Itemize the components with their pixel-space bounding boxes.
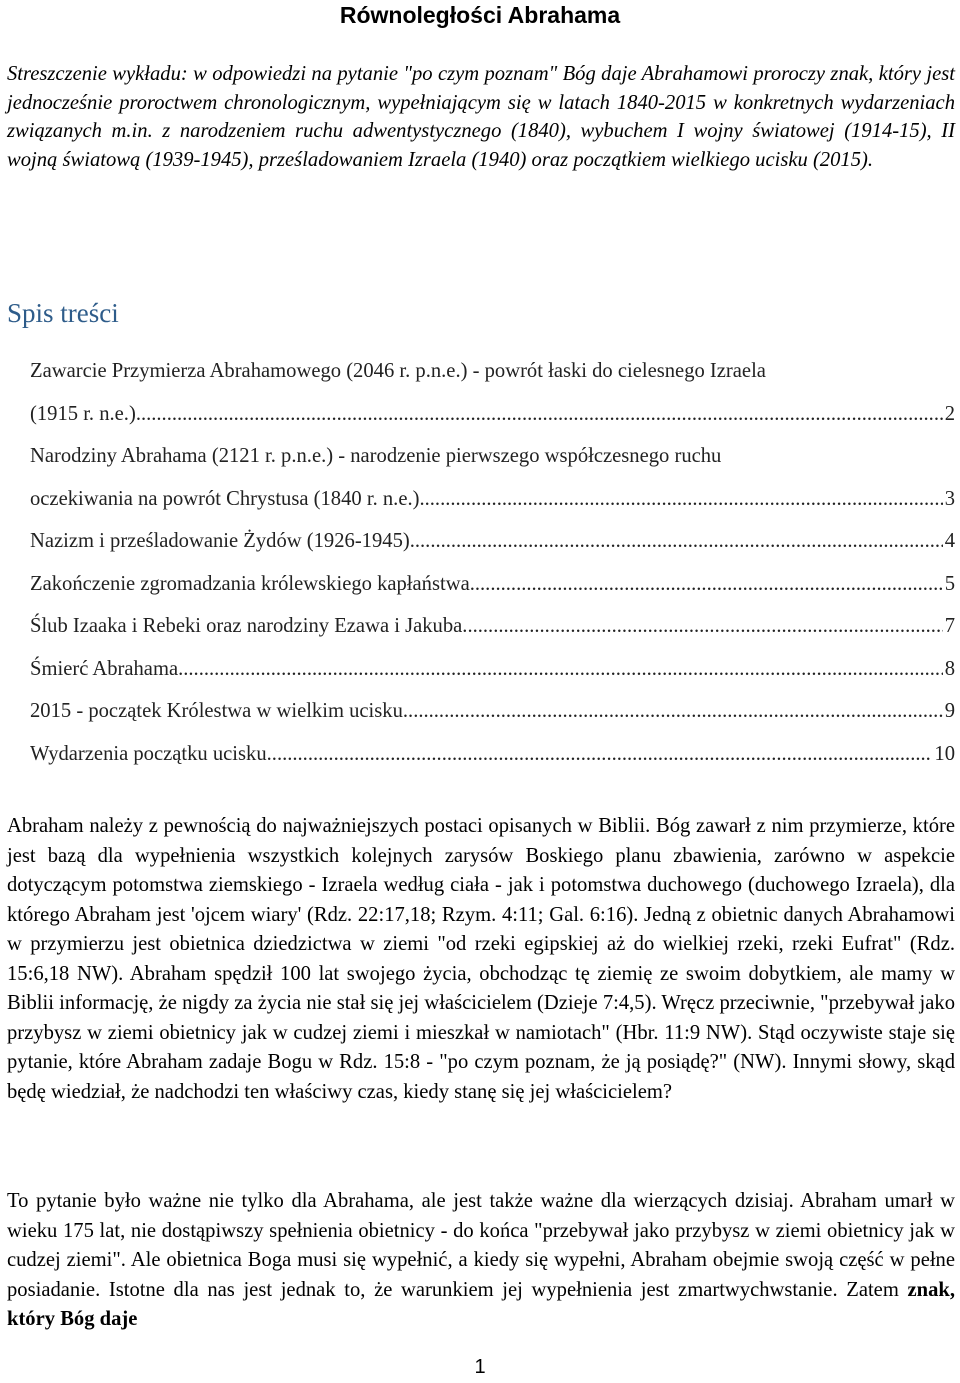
body-paragraph: Abraham należy z pewnością do najważniejszych postaci opisanych w Biblii. Bóg zawarł z nim przymierze, które jest bazą dla wypełnienia wszystkich kolejnych zarysów Boskiego planu zbawienia, zarówno w aspekcie dotyczącym potomstwa ziemskiego - Izraela według ciała - jak i potomstwa duchowego (duchowego Izraela), dla którego Abraham jest 'ojcem wiary' (Rdz. 22:17,18; Rzym. 4:11; Gal. 6:16). Jedną z obietnic danych Abrahamowi w przymierzu jest obietnica dziedzictwa w ziemi "od rzeki egipskiej aż do wielkiej rzeki, rzeki Eufrat" (Rdz. 15:6,18 NW). Abraham spędził 100 lat swojego życia, obchodząc tę ziemię ze swoim dobytkiem, ale mamy w Biblii informację, że nigdy za życia nie stał się jej właścicielem (Dzieje 7:4,5). Wręcz przeciwnie, "przebywał jako przybysz w ziemi obietnicy jak w cudzej ziemi i mieszkał w namiotach" (Hbr. 11:9 NW). Stąd oczywiste staje się pytanie, które Abraham zadaje Bogu w Rdz. 15:8 - "po czym poznam, że ją posiądę?" (NW). Innymi słowy, skąd będę wiedział, że nadchodzi ten właściwy czas, kiedy stanę się jej właścicielem? [7,815,955,1103]
toc-entry-label: Śmierć Abrahama [30,657,179,680]
toc-entry-page: 4 [944,530,955,552]
toc-entry-label: Nazizm i prześladowanie Żydów (1926-1945) [30,530,410,552]
toc-entry-page: 8 [944,657,955,680]
toc-entry-label: Ślub Izaaka i Rebeki oraz narodziny Ezawa i Jakuba [30,615,463,637]
toc-entry[interactable] [30,350,955,435]
toc-entry[interactable] [30,648,955,691]
toc-entry-label: Zakończenie zgromadzania królewskiego kapłaństwa [30,572,470,595]
toc-entry-page: 9 [944,700,955,722]
toc-entry[interactable] [30,733,955,776]
toc-entry-page: 2 [944,402,955,425]
paragraph-text: To pytanie było ważne nie tylko dla Abrahama, ale jest także ważne dla wierzących dzisiaj. Abraham umarł w wieku 175 lat, nie dostąpiwszy spełnienia obietnicy - do końca "przebywał jako przybysz w ziemi obietnicy jak w cudzej ziemi". Ale obietnica Boga musi się wypełnić, a kiedy się wypełni, Abraham obejmie swoją część w pełne posiadanie. Istotne dla nas jest jednak to, że warunkiem jej wypełnienia jest zmartwychwstanie. Zatem [7,1190,955,1301]
toc-entry-first-line: Zawarcie Przymierza Abrahamowego (2046 r. p.n.e.) - powrót łaski do cielesnego Izraela [30,360,766,382]
toc-entry-label: oczekiwania na powrót Chrystusa (1840 r. n.e.) [30,487,420,510]
toc-dot-leader [419,478,942,521]
toc-entry-label: Wydarzenia początku ucisku [30,742,267,765]
summary-lead: Streszczenie wykładu: [7,63,188,85]
toc-entry[interactable] [30,520,955,563]
toc-entry-label: 2015 - początek Królestwa w wielkim ucisku [30,700,403,722]
toc-entry-label: (1915 r. n.e.) [30,402,136,425]
toc-dot-leader [470,563,943,606]
toc-dot-leader [462,605,942,648]
toc-entry-page: 7 [944,615,955,637]
toc-entry[interactable] [30,435,955,520]
toc-dot-leader [178,648,943,691]
toc-entry-page: 3 [944,487,955,510]
summary-text: w odpowiedzi na pytanie "po czym poznam" Bóg daje Abrahamowi proroczy znak, który jest jednocześnie proroctwem chronologicznym, wypełniającym się w latach 1840-2015 w konkretnych wydarzeniach związanych m.in. z narodzeniem ruchu adwentystycznego (1840), wybuchem I wojny światowej (1914-15), II wojną światową (1939-1945), prześladowaniem Izraela (1940) oraz początkiem wielkiego ucisku (2015). [7,63,955,171]
toc-dot-leader [136,393,943,436]
lecture-summary [7,60,955,174]
paragraph-bold-text: znak, który Bóg daje [7,1278,955,1330]
toc-entry[interactable] [30,563,955,606]
page-number: 1 [474,1356,486,1378]
toc-entry-first-line: Narodziny Abrahama (2121 r. p.n.e.) - narodzenie pierwszego współczesnego ruchu [30,445,722,467]
toc-dot-leader [267,733,933,776]
table-of-contents [30,350,955,775]
toc-dot-leader [410,520,943,563]
toc-dot-leader [403,690,943,733]
document-title: Równoległości Abrahama [339,2,621,28]
toc-entry[interactable] [30,690,955,733]
body-paragraph [7,1187,955,1335]
toc-entry-page: 10 [934,742,955,765]
toc-heading: Spis treści [7,298,119,328]
toc-entry-page: 5 [944,572,955,595]
toc-entry[interactable] [30,605,955,648]
